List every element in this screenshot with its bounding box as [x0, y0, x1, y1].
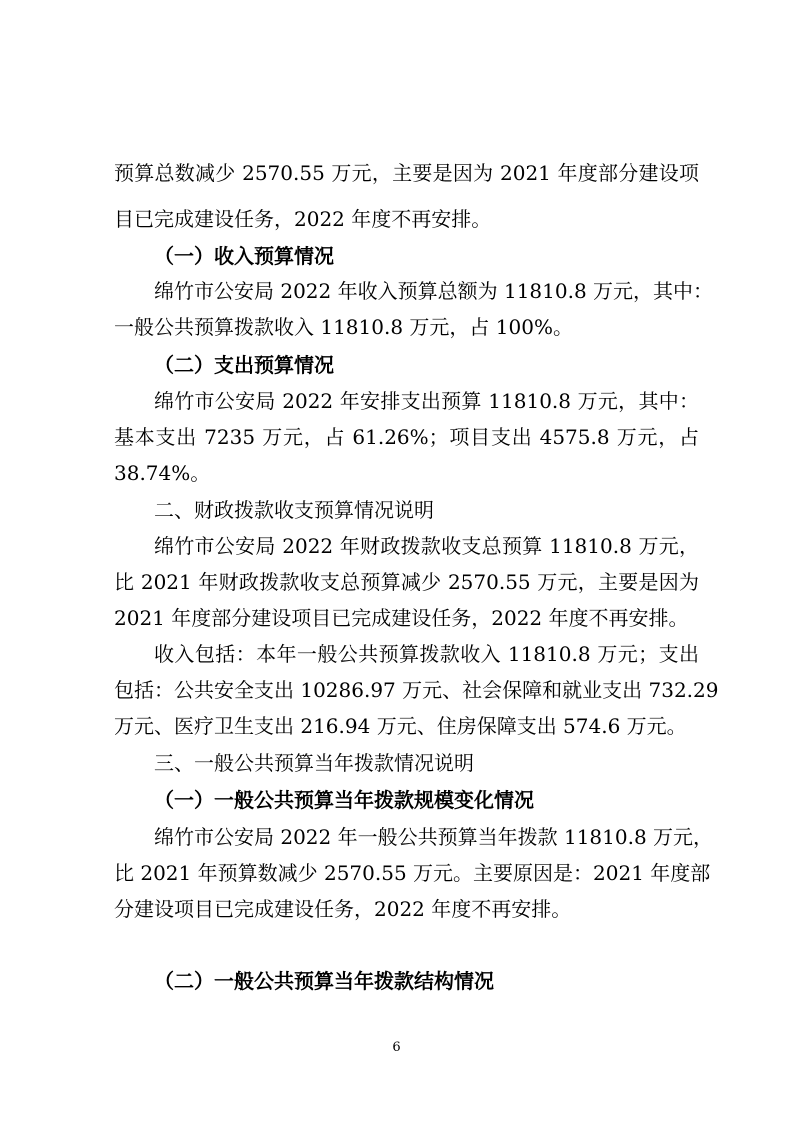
body-text-line: 收入包括：本年一般公共预算拨款收入 11810.8 万元；支出	[154, 642, 699, 666]
section-heading: （一）一般公共预算当年拨款规模变化情况	[154, 788, 534, 812]
body-text-line: 比 2021 年财政拨款收支总预算减少 2570.55 万元，主要是因为	[114, 570, 699, 594]
body-text-line: 一般公共预算拨款收入 11810.8 万元，占 100%。	[114, 315, 573, 339]
body-text-line: 绵竹市公安局 2022 年收入预算总额为 11810.8 万元，其中：	[154, 279, 714, 303]
body-text-line: 2021 年度部分建设项目已完成建设任务，2022 年度不再安排。	[114, 606, 689, 630]
body-text-line: 绵竹市公安局 2022 年一般公共预算当年拨款 11810.8 万元，	[154, 825, 714, 849]
section-heading: 二、财政拨款收支预算情况说明	[154, 498, 434, 522]
body-text-line: 绵竹市公安局 2022 年安排支出预算 11810.8 万元，其中：	[154, 389, 699, 413]
body-text-line: 38.74%。	[114, 461, 211, 485]
body-text-line: 分建设项目已完成建设任务，2022 年度不再安排。	[114, 897, 572, 921]
section-heading: （二）支出预算情况	[154, 353, 334, 377]
body-text-line: 预算总数减少 2570.55 万元，主要是因为 2021 年度部分建设项	[114, 161, 699, 185]
section-heading: （一）收入预算情况	[154, 244, 334, 268]
body-text-line: 万元、医疗卫生支出 216.94 万元、住房保障支出 574.6 万元。	[114, 714, 687, 738]
body-text-line: 基本支出 7235 万元，占 61.26%；项目支出 4575.8 万元，占	[114, 425, 699, 449]
section-heading: （二）一般公共预算当年拨款结构情况	[154, 969, 494, 993]
body-text-line: 绵竹市公安局 2022 年财政拨款收支总预算 11810.8 万元，	[154, 534, 699, 558]
body-text-line: 目已完成建设任务，2022 年度不再安排。	[114, 207, 492, 231]
section-heading: 三、一般公共预算当年拨款情况说明	[154, 751, 474, 775]
page-number: 6	[392, 1040, 401, 1055]
body-text-line: 包括：公共安全支出 10286.97 万元、社会保障和就业支出 732.29	[114, 678, 719, 702]
body-text-line: 比 2021 年预算数减少 2570.55 万元。主要原因是：2021 年度部	[114, 861, 711, 885]
